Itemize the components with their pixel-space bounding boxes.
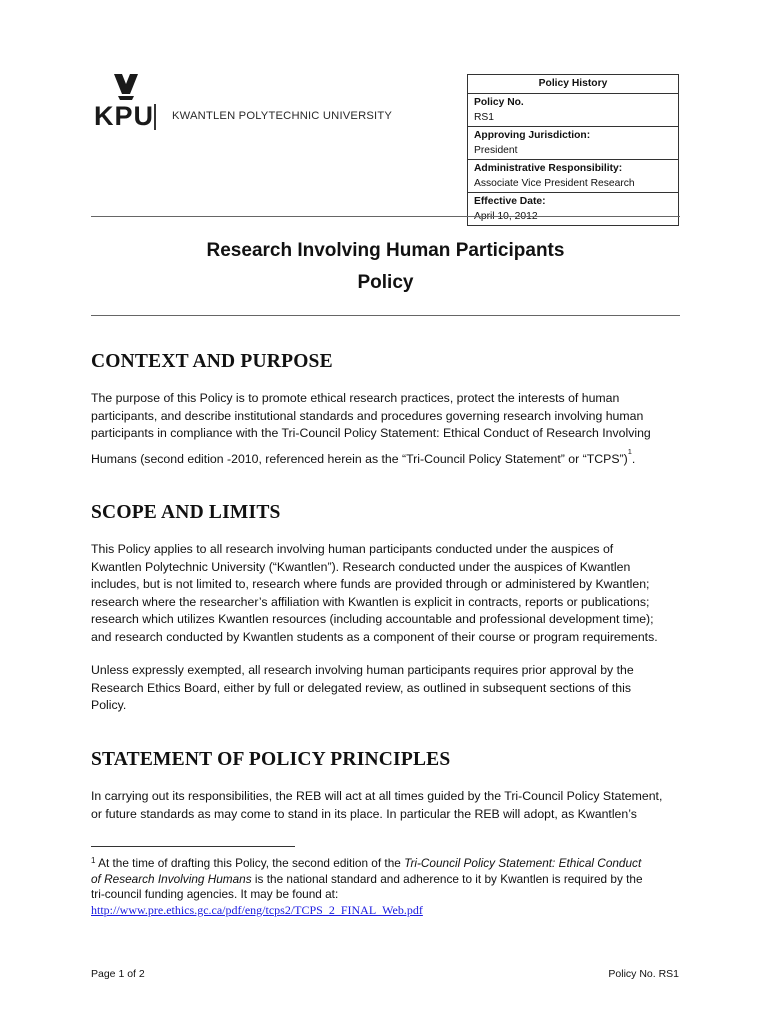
paragraph-line: includes, but is not limited to, research where funds are provided through or administered by Kwantlen; xyxy=(91,577,650,591)
logo-divider xyxy=(154,104,156,130)
policy-history-row xyxy=(468,127,678,160)
scope-paragraph-2 xyxy=(91,662,691,715)
approving-jurisdiction-value: President xyxy=(474,145,518,156)
scope-paragraph-1 xyxy=(91,541,691,646)
paragraph-line: participants in compliance with the Tri-Council Policy Statement: Ethical Conduct of Research Involving xyxy=(91,426,651,440)
logo-university-name: KWANTLEN POLYTECHNIC UNIVERSITY xyxy=(172,110,393,122)
admin-responsibility-value: Associate Vice President Research xyxy=(474,178,635,189)
paragraph-line-text: Humans (second edition -2010, referenced herein as the “Tri-Council Policy Statement” or “TCPS”) xyxy=(91,451,628,466)
footnote-rule xyxy=(91,846,295,847)
footnote-italic: Tri-Council Policy Statement: Ethical Conduct xyxy=(404,856,642,870)
paragraph-line: This Policy applies to all research involving human participants conducted under the auspices of xyxy=(91,542,614,556)
footer-page-number: Page 1 of 2 xyxy=(91,968,145,980)
paragraph-line xyxy=(91,446,691,470)
policy-no-value: RS1 xyxy=(474,112,495,123)
paragraph-line: Policy. xyxy=(91,698,127,712)
policy-history-header: Policy History xyxy=(468,75,678,94)
footnote-line xyxy=(91,856,691,872)
logo-abbr: KPU xyxy=(94,101,155,131)
section-heading-principles: STATEMENT OF POLICY PRINCIPLES xyxy=(91,749,451,770)
paragraph-line: Kwantlen Polytechnic University (“Kwantlen”). Research conducted under the auspices of Kwantlen xyxy=(91,559,631,574)
kpu-logo xyxy=(92,72,392,134)
paragraph-line: participants, and describe institutional standards and procedures governing research involving human xyxy=(91,408,644,423)
footnote-line xyxy=(91,903,691,918)
principles-paragraph xyxy=(91,788,691,823)
section-heading-context: CONTEXT AND PURPOSE xyxy=(91,351,333,372)
admin-responsibility-label: Administrative Responsibility: xyxy=(474,162,623,174)
title-divider xyxy=(91,315,680,316)
paragraph-line: In carrying out its responsibilities, the REB will act at all times guided by the Tri-Council Policy Statement, xyxy=(91,789,663,803)
footnote-ref[interactable]: 1 xyxy=(627,446,632,456)
approving-jurisdiction-label: Approving Jurisdiction: xyxy=(474,129,591,141)
footnote-italic: of Research Involving Humans xyxy=(91,872,252,887)
document-title-line1: Research Involving Human Participants xyxy=(206,240,565,261)
policy-history-row xyxy=(468,94,678,127)
footnote-line: tri-council funding agencies. It may be found at: xyxy=(91,887,339,902)
context-paragraph xyxy=(91,390,691,469)
policy-history-table xyxy=(467,74,679,226)
paragraph-line: and research conducted by Kwantlen students as a component of their course or program requirements. xyxy=(91,629,658,644)
policy-history-row xyxy=(468,160,678,193)
document-title-line2: Policy xyxy=(357,272,414,293)
paragraph-line: Research Ethics Board, either by full or delegated review, as outlined in subsequent sections of this xyxy=(91,680,632,695)
footnote-text: is the national standard and adherence to it by Kwantlen is required by the xyxy=(251,872,643,887)
paragraph-line-end: . xyxy=(631,451,636,466)
paragraph-line: The purpose of this Policy is to promote ethical research practices, protect the interests of human xyxy=(91,391,620,405)
footnote-number: 1 xyxy=(91,856,96,865)
header-divider xyxy=(91,216,680,217)
footer-policy-no: Policy No. RS1 xyxy=(608,968,679,980)
kpu-chevron-icon xyxy=(92,72,152,104)
footnote xyxy=(91,856,691,918)
footnote-url-link[interactable]: http://www.pre.ethics.gc.ca/pdf/eng/tcps2/TCPS_2_FINAL_Web.pdf xyxy=(91,902,423,917)
paragraph-line: or future standards as may come to stand in its place. In particular the REB will adopt, as Kwantlen’s xyxy=(91,806,637,821)
policy-no-label: Policy No. xyxy=(474,96,524,108)
paragraph-line: research which utilizes Kwantlen resources (including accountable and professional development time); xyxy=(91,612,654,626)
footnote-line xyxy=(91,872,691,887)
footnote-text: At the time of drafting this Policy, the second edition of the xyxy=(95,856,405,870)
policy-history-row xyxy=(468,193,678,225)
effective-date-label: Effective Date: xyxy=(474,195,546,207)
paragraph-line: research where the researcher’s affiliation with Kwantlen is explicit in contracts, reports or publications; xyxy=(91,594,650,609)
section-heading-scope: SCOPE AND LIMITS xyxy=(91,502,281,523)
paragraph-line: Unless expressly exempted, all research involving human participants requires prior approval by the xyxy=(91,663,634,677)
